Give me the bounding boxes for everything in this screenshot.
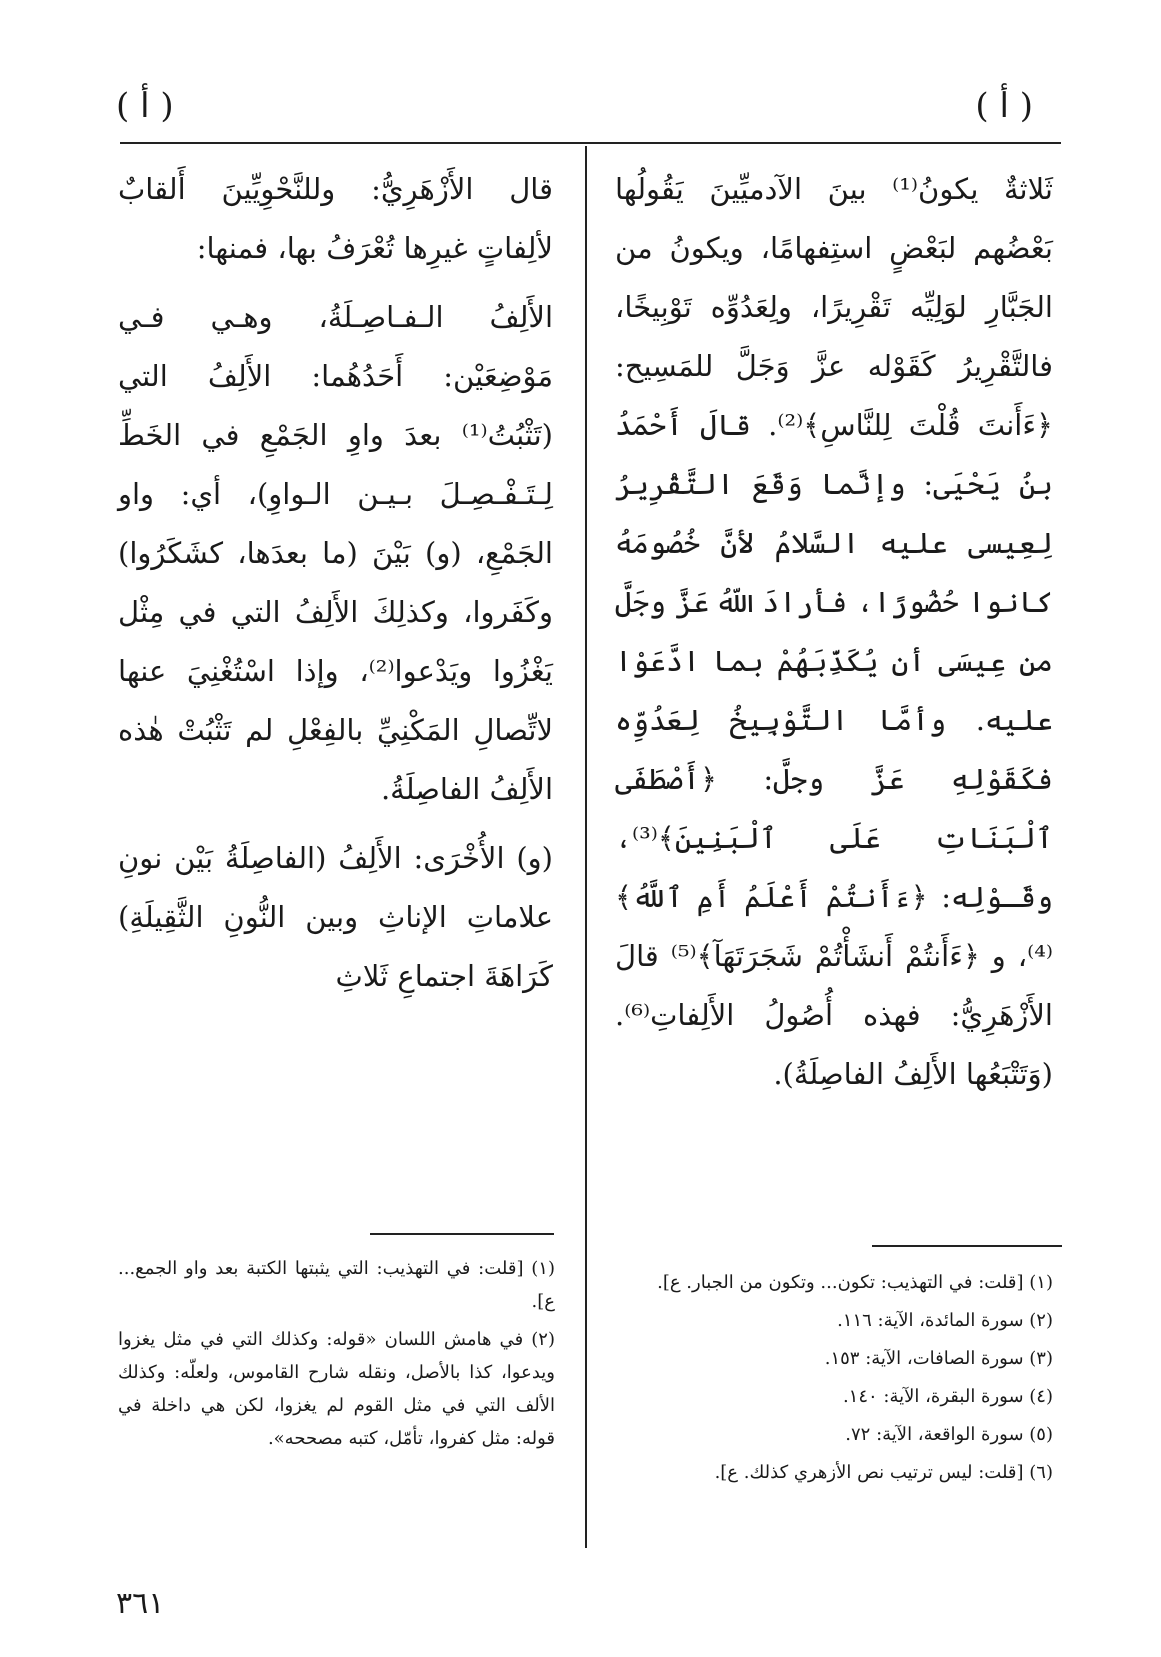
footnote: (٦) [قلت: ليس ترتيب نص الأزهري كذلك. ع]. [714, 1462, 1053, 1483]
left-column [118, 160, 553, 1006]
column-divider [585, 146, 587, 1548]
right-column [615, 160, 1053, 1104]
footnote: (١) [قلت: في التهذيب: تكون... وتكون من الجبار. ع]. [657, 1272, 1053, 1293]
footnote-rule-right [872, 1245, 1062, 1247]
right-column-paragraph: ثَلاثةٌ يكونُ⁽¹⁾ بينَ الآدميِّينَ يَقُولُها بَعْضُهم لبَعْضٍ استِفهامًا، ويكونُ من الجَبَّارِ لوَلِيِّه تَقْرِيرًا، ولِعَدُوِّه تَوْبِيخًا، فالتَّقْرِيرُ كَقَوْله عزَّ وَجَلَّ للمَسِيح: ﴿ءَأَنتَ قُلْتَ لِلنَّاسِ﴾⁽²⁾. قالَ أَحْمَدُ بنُ يَحْيَى: وإنَّما وَقَعَ التَّقْرِيرُ لِعِيسى عليه السَّلامُ لأنَّ خُصُومَهُ كانوا حُضُورًا، فأرادَ اللّهُ عَزَّ وجَلَّ من عِيسَى أن يُكَذِّبَهُمْ بما ادَّعَوْا عليه. وأمَّا التَّوْبِيخُ لِعَدُوِّه فكَقَوْلِهِ عَزَّ وجلَّ: ﴿أَصْطَفَى ٱلْبَنَاتِ عَلَى ٱلْبَنِينَ﴾⁽³⁾، وقَـوْلِه: ﴿ءَأَنتُمْ أَعْلَمُ أَمِ ٱللَّهُ﴾⁽⁴⁾، و ﴿ءَأَنتُمْ أَنشَأْتُمْ شَجَرَتَهَآ﴾⁽⁵⁾ قالَ الأَزْهَرِيُّ: فهذه أُصُولُ الأَلِفاتِ⁽⁶⁾. (وَتَتْبَعُها الأَلِفُ الفاصِلَةُ). [615, 172, 1054, 1091]
header-left-marker: ( أ ) [116, 86, 174, 126]
footnote: (١) [قلت: في التهذيب: التي يثبتها الكتبة بعد واو الجمع... ع]. [118, 1258, 555, 1312]
footnote: (٤) سورة البقرة، الآية: ١٤٠. [842, 1386, 1053, 1407]
header-right-marker: ( أ ) [975, 86, 1033, 126]
footnote-rule-left [370, 1233, 554, 1235]
left-column-paragraph: قال الأَزْهَرِيُّ: وللنَّحْوِيِّينَ أَلقابٌ لألِفاتٍ غيرِها تُعْرَفُ بها، فمنها: [118, 172, 553, 265]
left-column-paragraph: الأَلِفُ الـفـاصِـلَةُ، وهـي فـي مَوْضِعَيْن: أَحَدُهُما: الأَلِفُ التي (تَثْبُتُ⁽¹⁾ بعدَ واوِ الجَمْعِ في الخَطِّ لِـتَـفْـصِـلَ بـيـن الـواوِ)، أي: واو الجَمْعِ، (و) بَيْنَ (ما بعدَها، كشَكَرُوا) وكَفَروا، وكذلِكَ الأَلِفُ التي في مِثْل يَغْزُوا ويَدْعوا⁽²⁾، وإذا اسْتُغْنِيَ عنها لاتِّصالِ المَكْنِيِّ بالفِعْلِ لم تَثْبُتْ هٰذه الأَلِفُ الفاصِلَةُ. [118, 300, 553, 806]
page-number: ٣٦١ [116, 1586, 165, 1621]
left-column-paragraph: (و) الأُخْرَى: الأَلِفُ (الفاصِلَةُ بَيْن نونِ علاماتِ الإناثِ وبين النُّونِ الثَّقِيلَةِ) كَرَاهَةَ اجتماعِ ثَلاثِ [118, 841, 553, 993]
footnote: (٥) سورة الواقعة، الآية: ٧٢. [845, 1424, 1053, 1445]
footnote: (٢) في هامش اللسان «قوله: وكذلك التي في مثل يغزوا ويدعوا، كذا بالأصل، ونقله شارح القاموس، ولعلّه: وكذلك الألف التي في مثل القوم لم يغزوا، لكن هي داخلة في قوله: مثل كفروا، تأمّل، كتبه مصححه». [118, 1329, 555, 1449]
footnotes-left [118, 1252, 555, 1460]
footnotes-right [608, 1266, 1053, 1494]
footnote: (٣) سورة الصافات، الآية: ١٥٣. [824, 1348, 1053, 1369]
header-rule [120, 142, 1061, 144]
footnote: (٢) سورة المائدة، الآية: ١١٦. [837, 1310, 1053, 1331]
